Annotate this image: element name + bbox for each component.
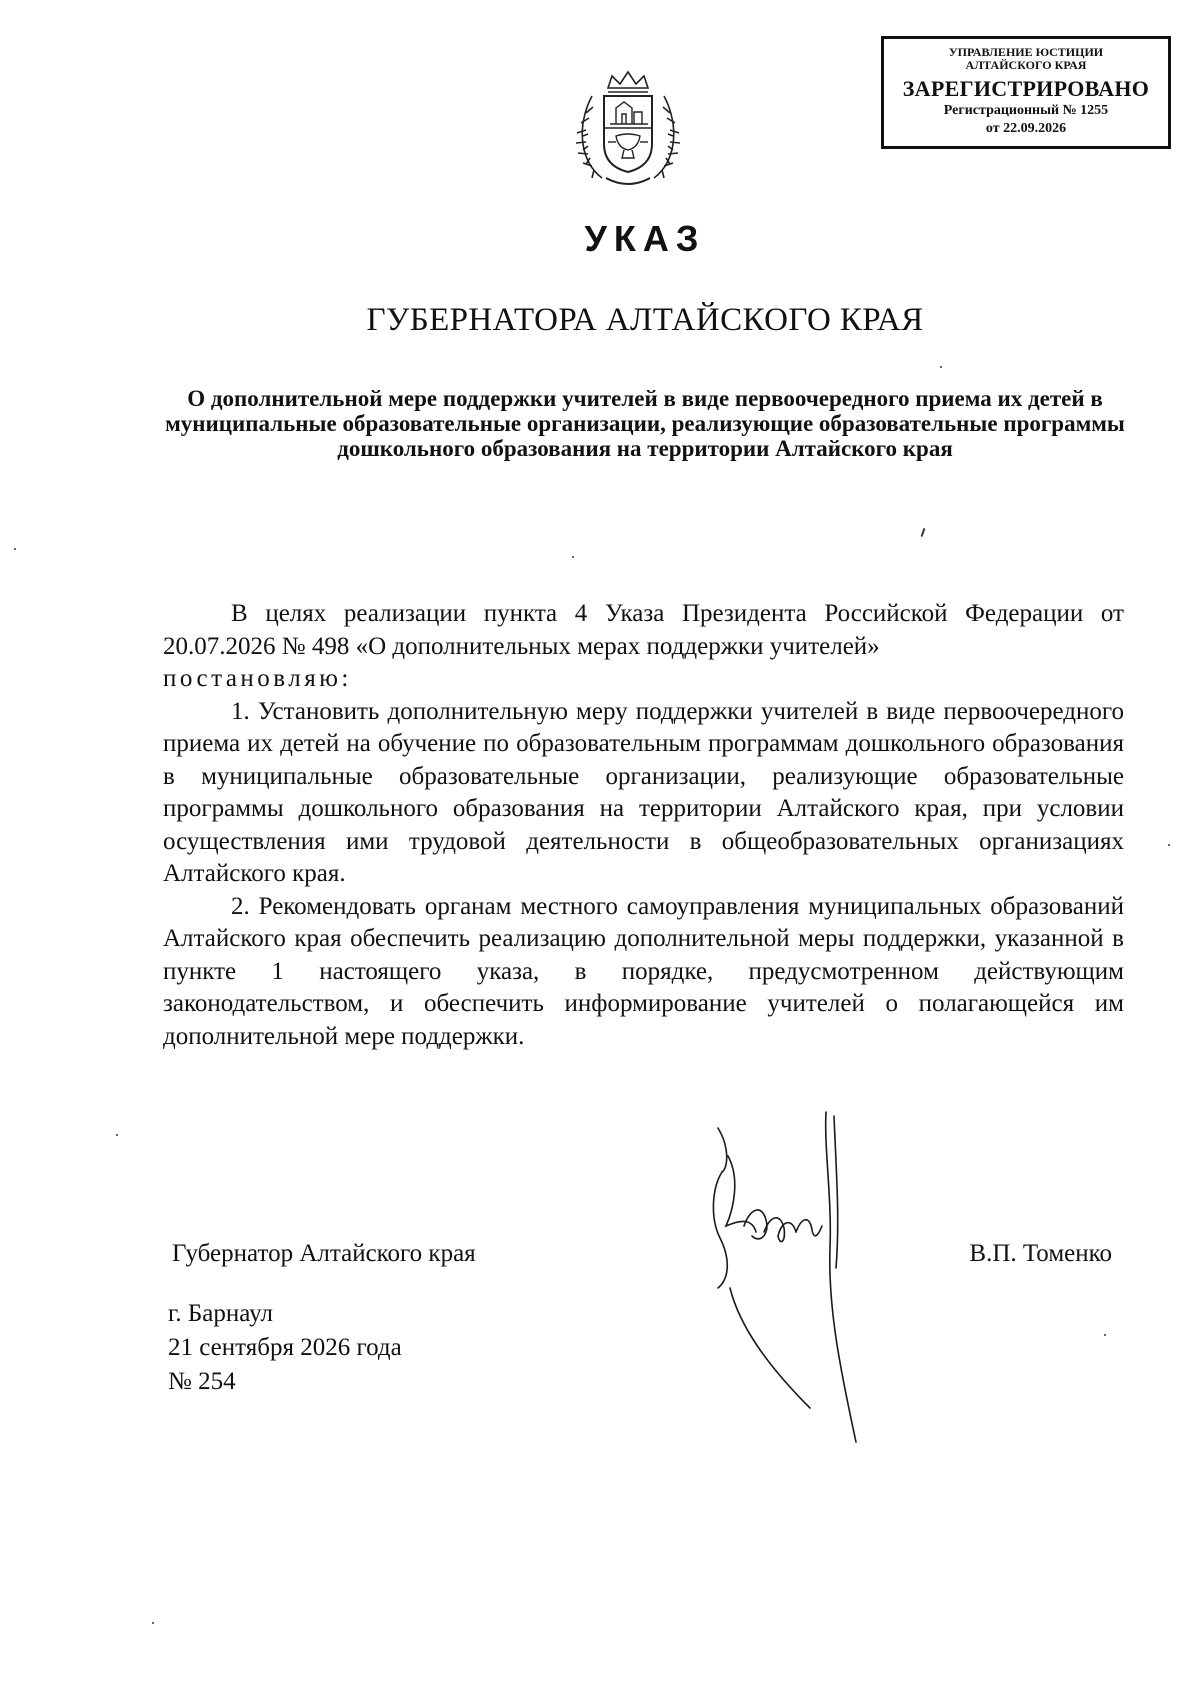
clause-1: 1. Установить дополнительную меру поддержки учителей в виде первоочередного приема их детей на обучение по образовательным программам дошкольного образования в муниципальные образовательные организации, реализующие образовательные программы дошкольного образования на территории Алтайского края, при условии осуществления ими трудовой деятельности в общеобразовательных организациях Алтайского края.: [163, 697, 1124, 887]
scan-speck: [1104, 1334, 1106, 1336]
clause-2: 2. Рекомендовать органам местного самоуправления муниципальных образований Алтайского края обеспечить реализацию дополнительной меры поддержки, указанной в пункте 1 настоящего указа, в порядке, предусмотренном действующим законодательством, и обеспечить информирование учителей о полагающейся им дополнительной мере поддержки.: [163, 892, 1124, 1050]
registration-stamp: [881, 36, 1171, 149]
coat-of-arms-icon: [572, 66, 684, 194]
stamp-date: от 22.09.2026: [985, 121, 1067, 136]
issue-details: [168, 1297, 402, 1399]
scan-speck: [572, 556, 574, 558]
stamp-organization: УПРАВЛЕНИЕ ЮСТИЦИИ АЛТАЙСКОГО КРАЯ: [948, 45, 1104, 72]
resolve-word: постановляю:: [163, 665, 352, 692]
document-type-title: УКАЗ: [584, 218, 706, 259]
issuer-title: ГУБЕРНАТОРА АЛТАЙСКОГО КРАЯ: [366, 302, 924, 338]
scan-speck: [940, 366, 942, 368]
scan-speck: [152, 1622, 154, 1624]
handwritten-signature-icon: [700, 1108, 900, 1448]
decree-subject: О дополнительной мере поддержки учителей в виде первоочередного приема их детей в муниципальные образовательные организации, реализующие образовательные программы дошкольного образования на территории Алтайского края: [165, 386, 1125, 461]
stamp-registration-number: Регистрационный № 1255: [943, 103, 1109, 118]
decree-body: [163, 598, 1124, 1053]
scan-speck: [921, 528, 926, 537]
scan-speck: [14, 548, 16, 550]
preamble-paragraph: [163, 598, 1124, 696]
scan-speck: [1168, 844, 1170, 846]
scan-speck: [116, 1134, 118, 1136]
issue-city: г. Барнаул: [168, 1300, 273, 1327]
stamp-status: ЗАРЕГИСТРИРОВАНО: [902, 76, 1150, 101]
signer-position: Губернатор Алтайского края: [172, 1240, 476, 1267]
issue-number: № 254: [168, 1368, 236, 1395]
signer-name: В.П. Томенко: [969, 1240, 1112, 1267]
issue-date: 21 сентября 2026 года: [168, 1334, 402, 1361]
preamble-text: В целях реализации пункта 4 Указа Президента Российской Федерации от 20.07.2026 № 498 «О дополнительных мерах поддержки учителей»: [163, 600, 1124, 660]
